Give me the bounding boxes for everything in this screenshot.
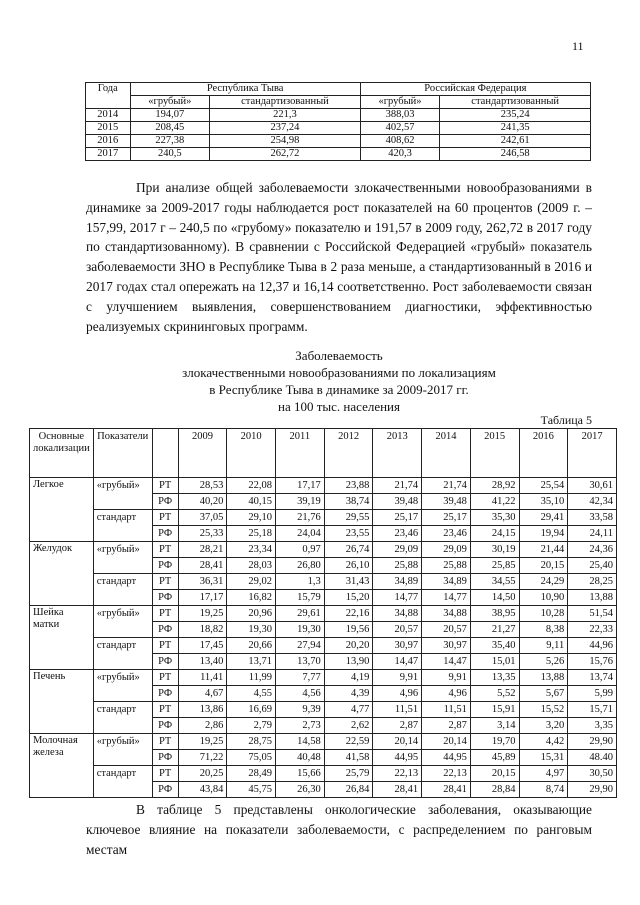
cell-value: 43,84 [178, 782, 227, 798]
cell-value: 28,41 [373, 782, 422, 798]
cell-region: РТ [152, 574, 178, 590]
cell-value: 11,51 [422, 702, 471, 718]
cell-value: 23,55 [324, 526, 373, 542]
cell-rf-std: 235,24 [440, 109, 591, 122]
cell-value: 25,85 [470, 558, 519, 574]
cell-value: 26,74 [324, 542, 373, 558]
cell-value: 15,91 [470, 702, 519, 718]
cell-value: 19,25 [178, 606, 227, 622]
cell-value: 25,17 [422, 510, 471, 526]
cell-value: 44,95 [422, 750, 471, 766]
header-rf: Российская Федерация [360, 83, 590, 96]
cell-value: 19,25 [178, 734, 227, 750]
cell-value: 34,88 [422, 606, 471, 622]
cell-value: 4,96 [422, 686, 471, 702]
cell-value: 22,59 [324, 734, 373, 750]
cell-value: 19,56 [324, 622, 373, 638]
cell-value: 28,21 [178, 542, 227, 558]
table-row [30, 542, 617, 558]
cell-region: РТ [152, 670, 178, 686]
cell-value: 15,79 [276, 590, 325, 606]
cell-value: 13,90 [324, 654, 373, 670]
cell-tyva-std: 254,98 [210, 135, 361, 148]
cell-tyva-std: 237,24 [210, 122, 361, 135]
cell-value: 26,10 [324, 558, 373, 574]
cell-value: 22,33 [568, 622, 617, 638]
header-tyva: Республика Тыва [130, 83, 360, 96]
table-row [30, 766, 617, 782]
cell-value: 28,49 [227, 766, 276, 782]
cell-value: 34,55 [470, 574, 519, 590]
cell-value: 17,17 [178, 590, 227, 606]
cell-value: 14,47 [422, 654, 471, 670]
cell-tyva-crude: 194,07 [130, 109, 210, 122]
cell-localization: Молочная железа [30, 734, 94, 798]
cell-value: 13,35 [470, 670, 519, 686]
cell-value: 35,30 [470, 510, 519, 526]
cell-value: 14,58 [276, 734, 325, 750]
cell-localization: Печень [30, 670, 94, 734]
cell-region: РТ [152, 510, 178, 526]
cell-region: РТ [152, 542, 178, 558]
cell-region: РФ [152, 622, 178, 638]
cell-value: 0,97 [276, 542, 325, 558]
cell-indicator: стандарт [93, 702, 152, 734]
cell-value: 21,27 [470, 622, 519, 638]
cell-value: 4,67 [178, 686, 227, 702]
analysis-paragraph: При анализе общей заболеваемости злокачественными новообразованиями в динамике за 2009-2017 годы наблюдается рост показателей на 60 процентов (2009 г. – 157,99, 2017 г – 240,5 по «грубому» показателю и 191,57 в 2009 году, 262,72 в 2017 году по стандартизованному). В сравнении с Российской Федерацией «грубый» показатель заболеваемости ЗНО в Республике Тыва в 2 раза меньше, а стандартизованный в 2016 и 2017 годах стал опережать на 12,37 и 16,14 соответственно. Рост заболеваемости связан с улучшением выявления, совершенствованием диагностики, эффективностью реализуемых скрининговых программ. [86, 180, 592, 334]
cell-value: 21,74 [422, 478, 471, 494]
cell-value: 41,58 [324, 750, 373, 766]
cell-value: 20,25 [178, 766, 227, 782]
header-year-2010: 2010 [227, 429, 276, 478]
header-year-2011: 2011 [276, 429, 325, 478]
cell-value: 29,41 [519, 510, 568, 526]
cell-value: 20,66 [227, 638, 276, 654]
cell-value: 4,97 [519, 766, 568, 782]
cell-value: 26,84 [324, 782, 373, 798]
table-row [30, 734, 617, 750]
cell-value: 5,26 [519, 654, 568, 670]
cell-value: 20,15 [470, 766, 519, 782]
cell-value: 25,18 [227, 526, 276, 542]
cell-value: 14,50 [470, 590, 519, 606]
cell-value: 3,20 [519, 718, 568, 734]
cell-value: 15,01 [470, 654, 519, 670]
cell-region: РТ [152, 606, 178, 622]
cell-value: 2,86 [178, 718, 227, 734]
cell-value: 29,55 [324, 510, 373, 526]
cell-value: 29,61 [276, 606, 325, 622]
cell-value: 18,82 [178, 622, 227, 638]
cell-year: 2017 [86, 148, 131, 161]
cell-tyva-crude: 227,38 [130, 135, 210, 148]
cell-value: 45,75 [227, 782, 276, 798]
cell-region: РТ [152, 638, 178, 654]
header-localization: Основные локализации [30, 429, 94, 478]
table-title-line-1: Заболеваемость [295, 348, 383, 363]
table-row [30, 670, 617, 686]
cell-value: 34,89 [422, 574, 471, 590]
cell-value: 35,40 [470, 638, 519, 654]
cell-value: 51,54 [568, 606, 617, 622]
cell-region: РФ [152, 782, 178, 798]
cell-value: 19,30 [227, 622, 276, 638]
cell-value: 4,42 [519, 734, 568, 750]
cell-rf-crude: 408,62 [360, 135, 440, 148]
cell-value: 15,66 [276, 766, 325, 782]
cell-value: 15,71 [568, 702, 617, 718]
table-title-line-4: на 100 тыс. населения [278, 399, 400, 414]
cell-localization: Желудок [30, 542, 94, 606]
cell-value: 25,33 [178, 526, 227, 542]
cell-value: 2,87 [422, 718, 471, 734]
cell-value: 4,19 [324, 670, 373, 686]
cell-value: 5,52 [470, 686, 519, 702]
cell-region: РФ [152, 590, 178, 606]
cell-rf-std: 241,35 [440, 122, 591, 135]
cell-value: 23,88 [324, 478, 373, 494]
page-number: 11 [572, 39, 584, 53]
cell-value: 30,19 [470, 542, 519, 558]
cell-value: 1,3 [276, 574, 325, 590]
cell-value: 40,48 [276, 750, 325, 766]
header-region [152, 429, 178, 478]
cell-value: 19,94 [519, 526, 568, 542]
cell-value: 28,41 [178, 558, 227, 574]
cell-value: 16,82 [227, 590, 276, 606]
cell-value: 38,95 [470, 606, 519, 622]
cell-rf-crude: 402,57 [360, 122, 440, 135]
table-row [30, 510, 617, 526]
cell-value: 9,39 [276, 702, 325, 718]
cell-value: 24,36 [568, 542, 617, 558]
cell-tyva-std: 262,72 [210, 148, 361, 161]
cell-value: 11,99 [227, 670, 276, 686]
cell-value: 17,17 [276, 478, 325, 494]
header-year-2013: 2013 [373, 429, 422, 478]
cell-value: 21,76 [276, 510, 325, 526]
cell-value: 24,15 [470, 526, 519, 542]
cell-value: 25,40 [568, 558, 617, 574]
cell-value: 3,14 [470, 718, 519, 734]
cell-value: 13,70 [276, 654, 325, 670]
cell-value: 28,84 [470, 782, 519, 798]
cell-value: 30,61 [568, 478, 617, 494]
cell-value: 26,30 [276, 782, 325, 798]
cell-value: 28,25 [568, 574, 617, 590]
cell-value: 13,88 [568, 590, 617, 606]
cell-indicator: «грубый» [93, 734, 152, 766]
cell-value: 2,79 [227, 718, 276, 734]
cell-value: 27,94 [276, 638, 325, 654]
header-year-2009: 2009 [178, 429, 227, 478]
cell-value: 20,57 [422, 622, 471, 638]
cell-value: 28,92 [470, 478, 519, 494]
cell-value: 11,41 [178, 670, 227, 686]
table-row [86, 135, 591, 148]
cell-value: 24,29 [519, 574, 568, 590]
cell-value: 30,97 [373, 638, 422, 654]
cell-value: 29,10 [227, 510, 276, 526]
cell-indicator: стандарт [93, 574, 152, 606]
header-year-2012: 2012 [324, 429, 373, 478]
cell-value: 15,20 [324, 590, 373, 606]
cell-value: 13,86 [178, 702, 227, 718]
cell-value: 23,34 [227, 542, 276, 558]
cell-value: 29,90 [568, 734, 617, 750]
cell-value: 14,77 [422, 590, 471, 606]
cell-value: 29,90 [568, 782, 617, 798]
cell-value: 22,13 [422, 766, 471, 782]
table-title-line-2: злокачественными новообразованиями по локализациям [182, 365, 496, 380]
cell-region: РТ [152, 478, 178, 494]
table-row [86, 122, 591, 135]
cell-value: 25,79 [324, 766, 373, 782]
cell-value: 2,73 [276, 718, 325, 734]
cell-value: 15,52 [519, 702, 568, 718]
cell-value: 35,10 [519, 494, 568, 510]
cell-value: 13,71 [227, 654, 276, 670]
cell-value: 25,54 [519, 478, 568, 494]
cell-indicator: «грубый» [93, 606, 152, 638]
cell-rf-crude: 420,3 [360, 148, 440, 161]
cell-value: 29,02 [227, 574, 276, 590]
table-row [30, 702, 617, 718]
cell-rf-std: 242,61 [440, 135, 591, 148]
cell-value: 24,11 [568, 526, 617, 542]
table-label: Таблица 5 [540, 413, 592, 427]
cell-value: 19,30 [276, 622, 325, 638]
cell-indicator: стандарт [93, 766, 152, 798]
cell-value: 39,48 [422, 494, 471, 510]
cell-value: 39,19 [276, 494, 325, 510]
subheader-std: стандартизованный [440, 96, 591, 109]
cell-value: 25,17 [373, 510, 422, 526]
cell-region: РФ [152, 718, 178, 734]
cell-rf-std: 246,58 [440, 148, 591, 161]
table-row [30, 606, 617, 622]
cell-value: 10,90 [519, 590, 568, 606]
cell-value: 40,15 [227, 494, 276, 510]
cell-indicator: «грубый» [93, 670, 152, 702]
cell-value: 34,88 [373, 606, 422, 622]
cell-value: 23,46 [373, 526, 422, 542]
cell-indicator: «грубый» [93, 542, 152, 574]
cell-value: 21,74 [373, 478, 422, 494]
cell-value: 10,28 [519, 606, 568, 622]
cell-value: 24,04 [276, 526, 325, 542]
header-year: Года [86, 83, 131, 109]
cell-value: 5,99 [568, 686, 617, 702]
header-year-2015: 2015 [470, 429, 519, 478]
cell-value: 20,14 [373, 734, 422, 750]
cell-value: 5,67 [519, 686, 568, 702]
cell-rf-crude: 388,03 [360, 109, 440, 122]
cell-value: 44,96 [568, 638, 617, 654]
cell-region: РФ [152, 750, 178, 766]
cell-region: РТ [152, 702, 178, 718]
table-row [86, 109, 591, 122]
cell-region: РФ [152, 686, 178, 702]
cell-region: РТ [152, 734, 178, 750]
cell-value: 2,62 [324, 718, 373, 734]
cell-value: 20,20 [324, 638, 373, 654]
cell-region: РФ [152, 558, 178, 574]
cell-indicator: стандарт [93, 510, 152, 542]
closing-paragraph: В таблице 5 представлены онкологические заболевания, оказывающие ключевое влияние на показатели заболеваемости, с распределением по ранговым местам [86, 802, 592, 857]
cell-year: 2014 [86, 109, 131, 122]
incidence-summary-table [85, 82, 591, 161]
header-year-2017: 2017 [568, 429, 617, 478]
cell-indicator: стандарт [93, 638, 152, 670]
cell-value: 4,55 [227, 686, 276, 702]
header-year-2016: 2016 [519, 429, 568, 478]
cell-value: 28,53 [178, 478, 227, 494]
cell-value: 8,74 [519, 782, 568, 798]
cell-value: 20,96 [227, 606, 276, 622]
header-year-2014: 2014 [422, 429, 471, 478]
cell-value: 29,09 [422, 542, 471, 558]
cell-value: 21,44 [519, 542, 568, 558]
cell-value: 4,96 [373, 686, 422, 702]
cell-value: 28,03 [227, 558, 276, 574]
cell-value: 3,35 [568, 718, 617, 734]
cell-value: 16,69 [227, 702, 276, 718]
cell-value: 13,88 [519, 670, 568, 686]
cell-value: 17,45 [178, 638, 227, 654]
cell-value: 14,47 [373, 654, 422, 670]
cell-indicator: «грубый» [93, 478, 152, 510]
table-row [30, 478, 617, 494]
cell-value: 26,80 [276, 558, 325, 574]
cell-tyva-crude: 208,45 [130, 122, 210, 135]
cell-value: 23,46 [422, 526, 471, 542]
table-row [30, 574, 617, 590]
cell-value: 11,51 [373, 702, 422, 718]
cell-value: 2,87 [373, 718, 422, 734]
cell-value: 28,41 [422, 782, 471, 798]
cell-value: 19,70 [470, 734, 519, 750]
cell-tyva-crude: 240,5 [130, 148, 210, 161]
cell-value: 20,57 [373, 622, 422, 638]
cell-localization: Шейка матки [30, 606, 94, 670]
header-indicator: Показатели [93, 429, 152, 478]
table-row [86, 148, 591, 161]
cell-value: 9,91 [373, 670, 422, 686]
cell-value: 71,22 [178, 750, 227, 766]
cell-value: 40,20 [178, 494, 227, 510]
subheader-std: стандартизованный [210, 96, 361, 109]
cell-localization: Легкое [30, 478, 94, 542]
cell-value: 25,88 [422, 558, 471, 574]
cell-value: 4,39 [324, 686, 373, 702]
cell-value: 41,22 [470, 494, 519, 510]
cell-value: 4,56 [276, 686, 325, 702]
cell-value: 9,11 [519, 638, 568, 654]
cell-tyva-std: 221,3 [210, 109, 361, 122]
cell-value: 13,40 [178, 654, 227, 670]
cell-value: 44,95 [373, 750, 422, 766]
cell-value: 22,13 [373, 766, 422, 782]
cell-value: 30,50 [568, 766, 617, 782]
cell-value: 45,89 [470, 750, 519, 766]
cell-region: РФ [152, 494, 178, 510]
table-title-line-3: в Республике Тыва в динамике за 2009-2017 гг. [209, 382, 469, 397]
cell-value: 39,48 [373, 494, 422, 510]
cell-year: 2016 [86, 135, 131, 148]
subheader-crude: «грубый» [130, 96, 210, 109]
cell-value: 31,43 [324, 574, 373, 590]
cell-value: 9,91 [422, 670, 471, 686]
cell-value: 48.40 [568, 750, 617, 766]
cell-value: 13,74 [568, 670, 617, 686]
cell-year: 2015 [86, 122, 131, 135]
subheader-crude: «грубый» [360, 96, 440, 109]
cell-region: РФ [152, 654, 178, 670]
cell-value: 29,09 [373, 542, 422, 558]
localization-incidence-table [29, 428, 617, 798]
cell-value: 25,88 [373, 558, 422, 574]
cell-value: 37,05 [178, 510, 227, 526]
cell-value: 28,75 [227, 734, 276, 750]
cell-value: 20,15 [519, 558, 568, 574]
cell-value: 34,89 [373, 574, 422, 590]
cell-value: 38,74 [324, 494, 373, 510]
cell-value: 30,97 [422, 638, 471, 654]
cell-value: 33,58 [568, 510, 617, 526]
cell-value: 75,05 [227, 750, 276, 766]
cell-value: 22,16 [324, 606, 373, 622]
cell-value: 36,31 [178, 574, 227, 590]
cell-value: 15,76 [568, 654, 617, 670]
cell-value: 15,31 [519, 750, 568, 766]
cell-value: 14,77 [373, 590, 422, 606]
cell-value: 8,38 [519, 622, 568, 638]
cell-value: 4,77 [324, 702, 373, 718]
cell-region: РФ [152, 526, 178, 542]
cell-region: РТ [152, 766, 178, 782]
cell-value: 42,34 [568, 494, 617, 510]
table-row [30, 638, 617, 654]
cell-value: 7,77 [276, 670, 325, 686]
cell-value: 22,08 [227, 478, 276, 494]
cell-value: 20,14 [422, 734, 471, 750]
